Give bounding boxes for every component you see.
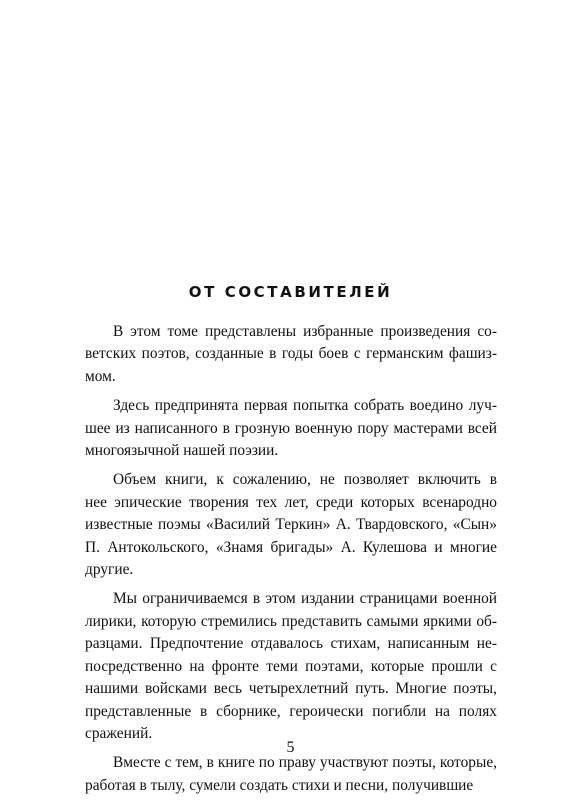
text-line: лирики, которую стремились представить самыми яркими об- xyxy=(85,612,497,630)
text-line: известные поэмы «Василий Теркин» А. Твардовского, «Сын» xyxy=(85,516,497,534)
section-heading: ОТ СОСТАВИТЕЛЕЙ xyxy=(188,283,393,301)
text-line: Объем книги, к сожалению, не позволяет включить в xyxy=(113,471,497,489)
text-line: ветских поэтов, созданные в годы боев с германским фашиз- xyxy=(85,345,497,363)
text-line: посредственно на фронте теми поэтами, которые прошли с xyxy=(85,657,497,675)
text-line: работая в тылу, сумели создать стихи и песни, получившие xyxy=(85,776,474,794)
text-line: нашими войсками весь четырехлетний путь. Многие поэты, xyxy=(85,680,497,698)
text-line: сражений. xyxy=(85,724,153,742)
text-line: Вместе с тем, в книге по праву участвуют поэты, которые, xyxy=(113,754,497,772)
text-line: мом. xyxy=(85,367,116,385)
paragraph xyxy=(85,321,497,388)
text-line: Здесь предпринята первая попытка собрать воедино луч- xyxy=(113,397,497,415)
paragraph xyxy=(85,395,497,462)
text-line: разцами. Предпочтение отдавалось стихам, написанным не- xyxy=(85,635,497,653)
text-line: В этом томе представлены избранные произведения со- xyxy=(113,323,497,340)
page-number: 5 xyxy=(286,739,295,756)
paragraph xyxy=(85,752,497,797)
paragraph xyxy=(85,469,497,581)
text-line: нее эпические творения тех лет, среди которых всенародно xyxy=(85,493,497,511)
body-text xyxy=(85,321,497,804)
text-line: представленные в сборнике, героически погибли на полях xyxy=(85,702,497,720)
text-line: другие. xyxy=(85,561,134,579)
paragraph xyxy=(85,588,497,745)
text-line: П. Антокольского, «Знамя бригады» А. Кулешова и многие xyxy=(85,538,497,556)
text-line: Мы ограничиваемся в этом издании страницами военной xyxy=(113,590,497,608)
text-line: многоязычной нашей поэзии. xyxy=(85,442,279,460)
text-line: шее из написанного в грозную военную пору мастерами всей xyxy=(85,419,497,437)
